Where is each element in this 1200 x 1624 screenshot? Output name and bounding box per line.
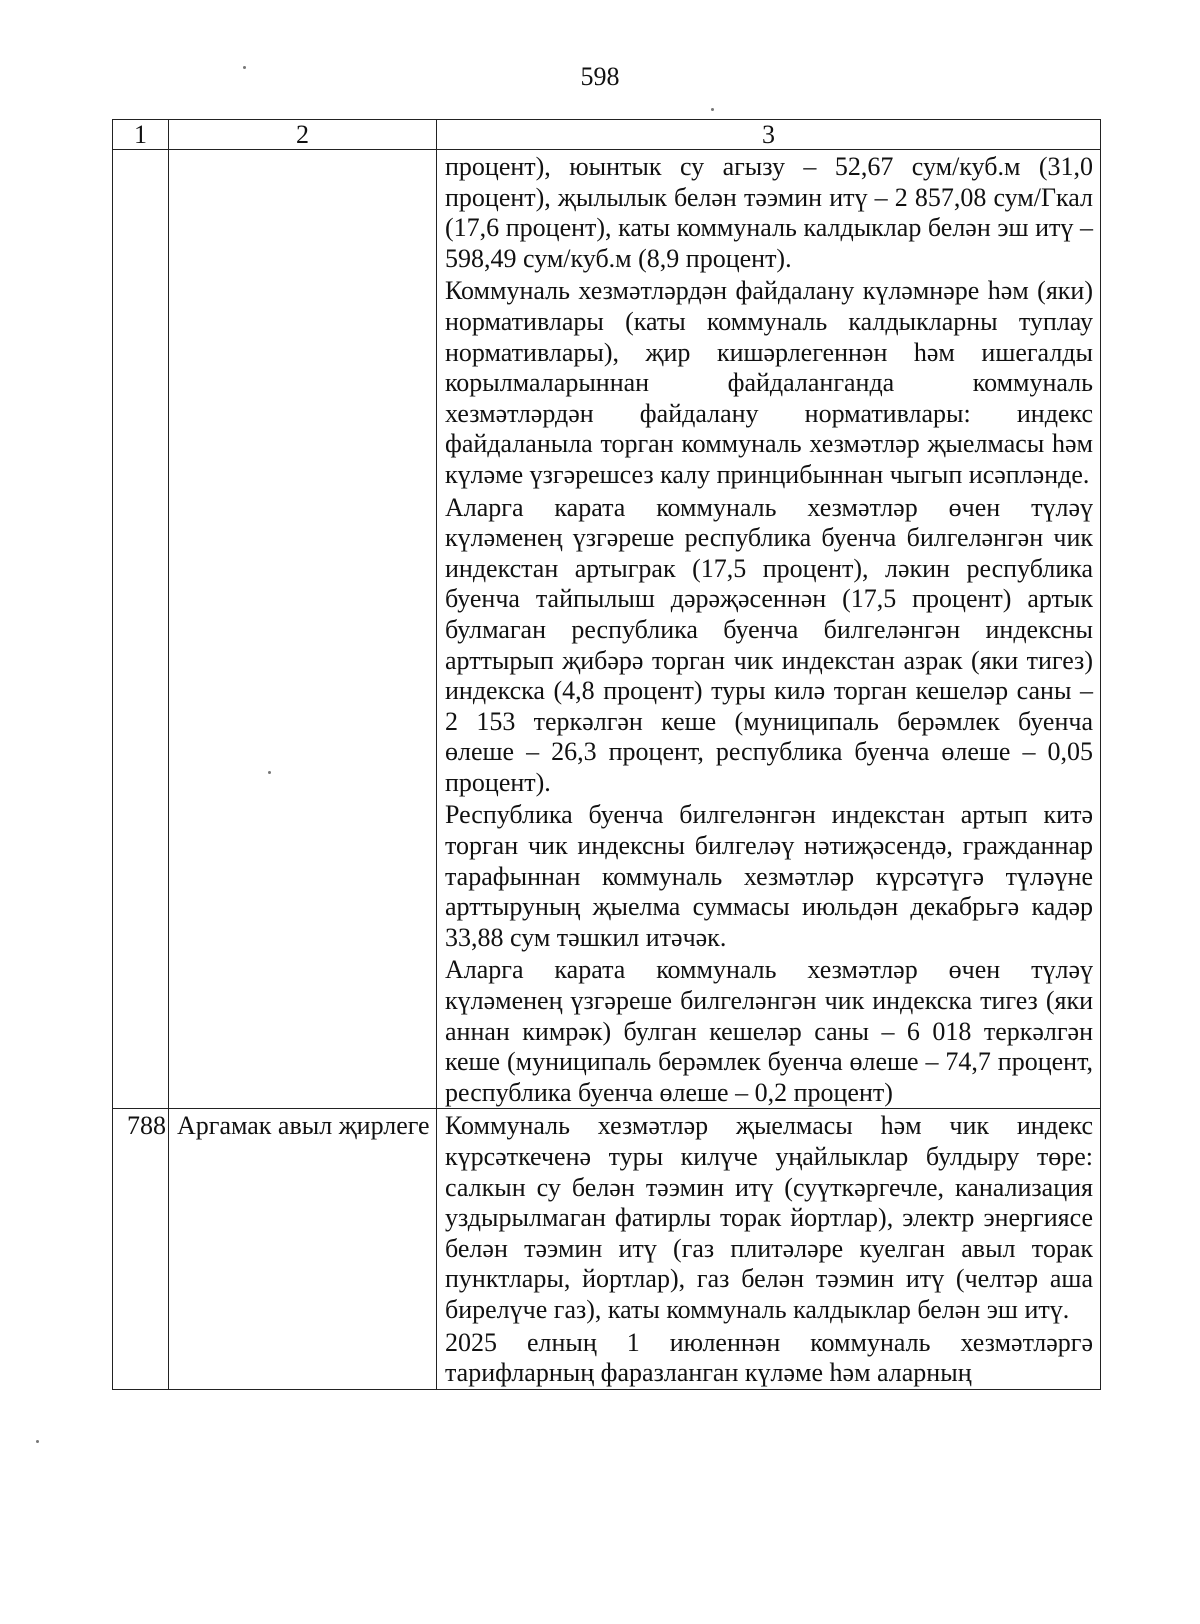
data-table (112, 119, 1101, 1390)
scan-speck (711, 108, 714, 111)
settlement-name-cell: Аргамак авыл җирлеге (169, 1109, 437, 1389)
scan-speck (243, 66, 246, 69)
paragraph: Аларга карата коммуналь хезмәтләр өчен түләү күләменең үзгәреше билгеләнгән чик индекска тигез (яки аннан кимрәк) булган кешеләр саны – 6 018 теркәлгән кеше (муниципаль берәмлек буенча өлеше – 74,7 процент, республика буенча өлеше – 0,2 процент) (445, 955, 1093, 1107)
paragraph: 2025 елның 1 июленнән коммуналь хезмәтләргә тарифларның фаразланган күләме һәм аларның (445, 1327, 1093, 1388)
paragraph: процент), юынтык су агызу – 52,67 сум/куб.м (31,0 процент), җылылык белән тәэмин итү – 2 857,08 сум/Гкал (17,6 процент), каты коммуналь калдыклар белән эш итү – 598,49 сум/куб.м (8,9 процент). (445, 152, 1093, 273)
table-row (113, 150, 1101, 1109)
description-cell (437, 1109, 1101, 1389)
paragraph: Коммуналь хезмәтләр җыелмасы һәм чик индекс күрсәткеченә туры килүче уңайлыклар булдыру төре: салкын су белән тәэмин итү (суүткәргечле, канализация уздырылмаган фатирлы торак йортлар), электр энергиясе белән тәэмин итү (газ плитәләре куелган авыл торак пунктлары, йортлар), газ белән тәэмин итү (челтәр аша бирелүче газ), каты коммуналь калдыклар белән эш итү. (445, 1111, 1093, 1324)
column-header-number: 1 (113, 120, 169, 150)
table-header-row (113, 120, 1101, 150)
table-row (113, 1109, 1101, 1389)
paragraph: Аларга карата коммуналь хезмәтләр өчен түләү күләменең үзгәреше республика буенча билгеләнгән чик индекстан артыграк (17,5 процент), ләкин республика буенча тайпылыш дәрәҗәсеннән (17,5 процент) артык булмаган республика буенча билгеләнгән индексны арттырып җибәрә торган чик индекстан азрак (яки тигез) индекска (4,8 процент) туры килә торган кешеләр саны – 2 153 теркәлгән кеше (муниципаль берәмлек буенча өлеше – 26,3 процент, республика буенча өлеше – 0,05 процент). (445, 492, 1093, 797)
paragraph: Коммуналь хезмәтләрдән файдалану күләмнәре һәм (яки) нормативлары (каты коммуналь калдыкларны туплау нормативлары), җир кишәрлегеннән һәм ишегалды корылмаларыннан файдаланганда коммуналь хезмәтләрдән файдалану нормативлары: индекс файдаланыла торган коммуналь хезмәтләр җыелмасы һәм күләме үзгәрешсез калу принцибыннан чыгып исәпләнде. (445, 276, 1093, 489)
paragraph: Республика буенча билгеләнгән индекстан артып китә торган чик индексны билгеләү нәтиҗәсендә, гражданнар тарафыннан коммуналь хезмәтләр күрсәтүгә түләүне арттыруның җыелма суммасы июльдән декабрьгә кадәр 33,88 сум тәшкил итәчәк. (445, 800, 1093, 952)
column-header-content: 3 (437, 120, 1101, 150)
page-number: 598 (580, 62, 620, 91)
column-header-name: 2 (169, 120, 437, 150)
row-number-cell: 788 (113, 1109, 169, 1389)
row-number-cell (113, 150, 169, 1109)
settlement-name-cell (169, 150, 437, 1109)
scan-speck (36, 1440, 39, 1443)
description-cell (437, 150, 1101, 1109)
